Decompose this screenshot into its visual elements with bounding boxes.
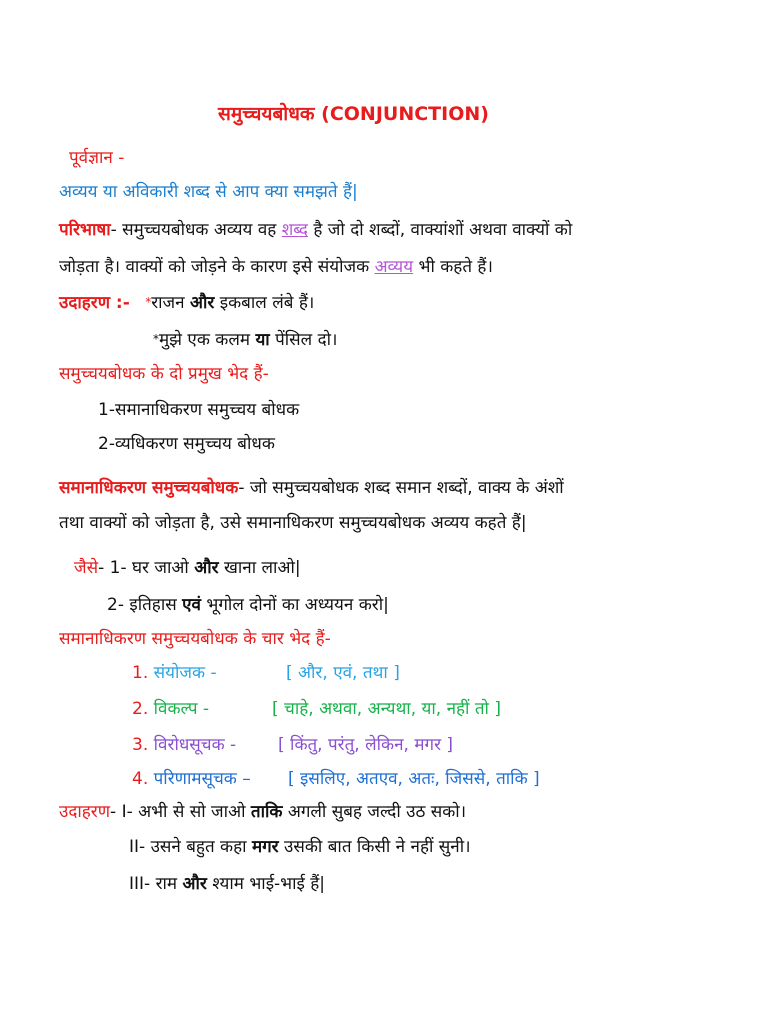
example-line-2 [153,327,337,352]
type-row-4 [132,767,540,791]
definition-text-1: - समुच्चयबोधक अव्यय वह [110,220,282,240]
definition-text-3: जोड़ता है। वाक्यों को जोड़ने के कारण इसे संयोजक [59,257,375,277]
jaise-ex2-text: 2- इतिहास [107,595,183,615]
purvagyan-label: पूर्वज्ञान - [69,148,125,168]
udaharan2-ex1-text: - I- अभी से सो जाओ [110,802,251,822]
udaharan2-ex3-text-end: श्याम भाई-भाई हैं| [206,874,326,894]
udaharan2-line-1 [59,800,466,824]
type-number: 2. [132,699,149,719]
samanadhikaran-line-1 [59,476,564,500]
type-name: विकल्प - [153,699,210,719]
definition-line-1 [59,218,572,242]
type-number: 3. [132,735,149,755]
jaise-line-2 [107,593,389,617]
definition-text-2: है जो दो शब्दों, वाक्यांशों अथवा वाक्यों को [307,220,573,240]
type-row-3 [132,733,454,757]
example-2-conjunction: या [255,330,270,350]
example-1-text: राजन [151,293,191,313]
jaise-ex2-text-end: भूगोल दोनों का अध्ययन करो| [200,595,389,615]
type-name: परिणामसूचक – [153,769,251,789]
type-words: [ चाहे, अथवा, अन्यथा, या, नहीं तो ] [272,699,501,719]
jaise-label: जैसे [74,558,99,578]
shabd-link[interactable]: शब्द [281,220,308,240]
udaharan2-ex2-conjunction: मगर [251,837,279,857]
jaise-ex1-conjunction: और [194,558,219,578]
type-item-2: 2-व्यधिकरण समुच्चय बोधक [98,434,275,454]
type-number: 4. [132,769,149,789]
samanadhikaran-line-2: तथा वाक्यों को जोड़ता है, उसे समानाधिकरण समुच्चयबोधक अव्यय कहते हैं| [59,513,527,533]
samanadhikaran-text-1: - जो समुच्चयबोधक शब्द समान शब्दों, वाक्य के अंशों [238,478,564,498]
title-english: (CONJUNCTION) [321,103,489,125]
jaise-line-1 [74,556,301,580]
definition-text-4: भी कहते हैं। [413,257,493,277]
udaharan2-ex1-text-end: अगली सुबह जल्दी उठ सको। [282,802,467,822]
example-2-text-end: पेंसिल दो। [269,330,338,350]
jaise-ex1-text: - 1- घर जाओ [98,558,195,578]
type-row-2 [132,697,501,721]
avyay-link[interactable]: अव्यय [374,257,414,277]
example-label: उदाहरण :- [59,293,130,313]
udaharan2-label: उदाहरण [59,802,111,822]
four-types-heading: समानाधिकरण समुच्चयबोधक के चार भेद हैं- [59,629,331,649]
example-2-text: मुझे एक कलम [159,330,256,350]
purvagyan-question: अव्यय या अविकारी शब्द से आप क्या समझते हैं| [59,182,358,202]
type-words: [ इसलिए, अतएव, अतः, जिससे, ताकि ] [288,769,540,789]
udaharan2-line-3 [129,872,325,896]
udaharan2-ex2-text-end: उसकी बात किसी ने नहीं सुनी। [278,837,471,857]
samanadhikaran-label: समानाधिकरण समुच्चयबोधक [59,478,239,498]
type-name: संयोजक - [153,663,217,683]
jaise-ex2-conjunction: एवं [182,595,201,615]
bullet-icon: * [153,332,159,346]
type-words: [ और, एवं, तथा ] [286,663,400,683]
udaharan2-line-2 [129,835,471,859]
type-name: विरोधसूचक - [153,735,237,755]
example-1-conjunction: और [190,293,215,313]
udaharan2-ex3-text: III- राम [129,874,183,894]
title-hindi: समुच्चयबोधक [218,103,315,125]
udaharan2-ex2-text: II- उसने बहुत कहा [129,837,252,857]
type-row-1 [132,661,400,685]
definition-label: परिभाषा [59,220,111,240]
udaharan2-ex3-conjunction: और [182,874,207,894]
bullet-icon: * [145,295,152,309]
example-line-1 [59,290,314,315]
udaharan2-ex1-conjunction: ताकि [250,802,283,822]
definition-line-2 [59,255,493,279]
example-1-text-end: इकबाल लंबे हैं। [214,293,315,313]
type-words: [ किंतु, परंतु, लेकिन, मगर ] [278,735,454,755]
type-item-1: 1-समानाधिकरण समुच्चय बोधक [98,400,300,420]
types-heading: समुच्चयबोधक के दो प्रमुख भेद हैं- [59,364,269,384]
jaise-ex1-text-end: खाना लाओ| [218,558,301,578]
type-number: 1. [132,663,149,683]
page-title [218,102,489,126]
